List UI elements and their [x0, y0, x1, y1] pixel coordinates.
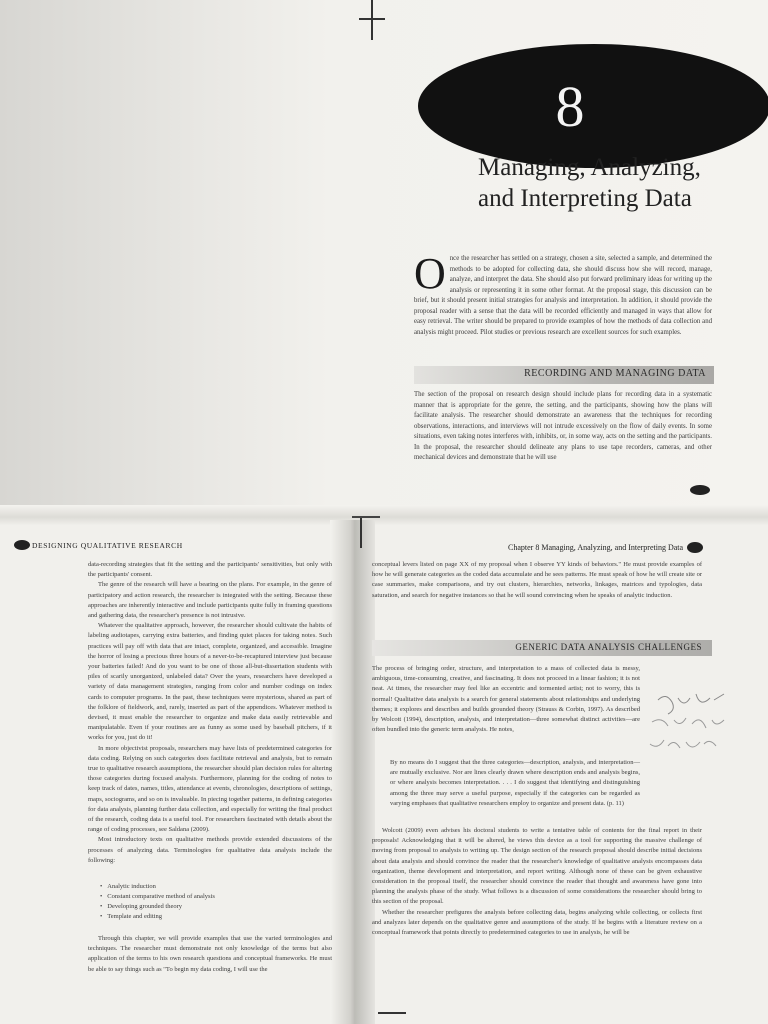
list-item: • Template and editing: [100, 912, 300, 922]
section-paragraph: The section of the proposal on research design should include plans for recording data in a systematic manner that is appropriate for the genre, the setting, and the participants, showing how the plans will facilitate analysis. The researcher should demonstrate an awareness that the techniques for recording observations, interactions, and interviews will not intrude excessively on the flow of daily events. In some situations, even taking notes interferes with, inhibits, or, in some way, acts on the setting and the participants. In the proposal, the researcher should delineate any plans to use tape recorders, cameras, and other mechanical devices and demonstrate that he will use: [414, 391, 712, 461]
scan-crop-mark: [371, 0, 373, 40]
paragraph: data-recording strategies that fit the setting and the participants' sensitivities, but only with the participants' consent.: [88, 561, 332, 579]
gutter-shadow: [330, 520, 375, 1024]
chapter-title: [478, 152, 728, 214]
section-heading: GENERIC DATA ANALYSIS CHALLENGES: [515, 642, 702, 652]
right-page-top-paragraph: conceptual levers listed on page XX of my proposal when I observe YY kinds of behaviors." He must provide examples of how he will generate categories as the coded data accumulate and he sees patterns. He must speak of how he will create site or case summaries, make comparisons, and try out clusters, hierarchies, networks, linkages, matrices and typologies, data saturation, and search for negative instances so that he will sound convincing when he speaks of analytic induction.: [372, 561, 702, 599]
running-header-left: [32, 541, 183, 550]
paragraph: The genre of the research will have a bearing on the plans. For example, in the genre of participatory and action research, the researcher is integrated with the setting. Because these approaches are inherently interactive and include participants quite fully in framing questions and gathering data, the researcher's presence is not intrusive.: [88, 581, 332, 620]
page-number-badge: [690, 485, 710, 495]
block-quote: By no means do I suggest that the three categories—description, analysis, and interpretation—are mutually exclusive. Nor are lines clearly drawn where description ends and analysis begins, or where analysis becomes interpretation. . . . I do suggest that identifying and distinguishing among the three may serve a useful purpose, especially if the categories can be regarded as varying emphases that qualitative researchers employ to organize and present data. (p. 11): [390, 759, 640, 807]
scan-crop-mark: [360, 518, 362, 548]
intro-paragraph: [414, 249, 712, 338]
section-paragraph: The process of bringing order, structure, and interpretation to a mass of collected data is messy, ambiguous, time-consuming, creative, and fascinating. It does not proceed in a linear fashion; it is not neat. At times, the researcher may feel like an eccentric and tormented artist; not to worry, this is normal! Qualitative data analysis is a search for general statements about relationships and underlying themes; it explores and describes and builds grounded theory (Strauss & Corbin, 1997). As described by Wolcott (1994), description, analysis, and interpretation—three somewhat distinct activities—are often bundled into the generic term analysis. He notes,: [372, 665, 640, 734]
paragraph: Most introductory texts on qualitative methods provide extended discussions of the processes of analyzing data. Terminologies for qualitative data analysis include the following:: [88, 836, 332, 864]
running-header-right: Chapter 8 Managing, Analyzing, and Interpreting Data: [508, 543, 684, 552]
chapter-number: 8: [555, 74, 585, 139]
section-heading-band: [372, 640, 712, 656]
list-item: • Developing grounded theory: [100, 902, 300, 912]
section-heading-band: [414, 366, 714, 384]
paragraph: Through this chapter, we will provide examples that use the varied terminologies and techniques. The researcher must demonstrate not only knowledge of the terms but also application of the terms to his own research questions and conceptual frameworks. He must be able to say things such as "To begin my data coding, I will use the: [88, 935, 332, 973]
right-page-body: [372, 826, 702, 938]
page-fold-shadow: [0, 505, 768, 525]
running-header-text: DESIGNING QUALITATIVE RESEARCH: [32, 541, 183, 550]
handwritten-margin-note: [648, 680, 738, 790]
section-heading: RECORDING AND MANAGING DATA: [524, 368, 706, 379]
chapter-title-line1: Managing, Analyzing,: [478, 154, 701, 181]
list-item: • Constant comparative method of analysis: [100, 892, 300, 902]
drop-cap: O: [414, 249, 446, 298]
page-number-badge: [687, 542, 703, 553]
paragraph: Whether the researcher prefigures the analysis before collecting data, begins analyzing while collecting, or collects first and analyzes later depends on the qualitative genre and assumptions of the study. If he begins with a literature review on a conceptual framework that points directly to predetermined categories to use in analysis, he will be: [372, 908, 702, 937]
scan-crop-mark: [378, 1012, 406, 1014]
chapter-title-line2: and Interpreting Data: [478, 185, 692, 212]
paragraph: Whatever the qualitative approach, however, the researcher should cultivate the habits of labeling audiotapes, carrying extra batteries, and finding quiet places for taking notes. Such practices will pay off with data that are intact, complete, organized, and accessible. Imagine the horror of losing a precious three hours of a never-to-be-recaptured interview just because your batteries failed! And do you want to be one of those all-but-dissertation students with piles of scarily unorganized, unlabeled data? Over the years, researchers have developed a variety of data management strategies, ranging from color and number codings on index cards to computer programs. In the past, these techniques were mysterious, shared as part of the folklore of fieldwork, and, rarely, inserted as part of the appendices. Whatever method is devised, it must enable the researcher to organize and make data easily retrievable and manipulatable. Even if your routines are as funny as some used by baseball pitchers, if it works for you, just do it!: [88, 622, 332, 742]
list-item: • Analytic induction: [100, 882, 300, 892]
paragraph: Wolcott (2009) even advises his doctoral students to write a tentative table of contents for the final report in their proposals! Acknowledging that it will be altered, he views this device as a tool for supporting the massive challenge of moving from proposal to analysis to writing up. The design section of the research proposal should describe initial decisions about data analysis and should convince the reader that the researcher's knowledge of qualitative analysis encompasses data organization, theme development and interpretation, and report writing. Although none of these can be given exhaustive consideration in the proposal itself, the researcher should convince the reader that thought and awareness have gone into planning the analysis phase of the study. What follows is a discussion of some considerations the researcher should bring to this section of the proposal.: [372, 827, 702, 906]
page-number-badge: [14, 540, 30, 550]
left-page-closing: [88, 934, 332, 975]
paragraph: In more objectivist proposals, researchers may have lists of predetermined categories for data coding. Relying on such categories does facilitate retrieval and analysis, but to remain true to qualitative research assumptions, the researcher should plan decision rules for altering those categories during focused analysis. Furthermore, planning for the coding of notes to keep track of dates, names, titles, attendance at events, chronologies, descriptions of settings, maps, sociograms, and so on is invaluable. In piecing together patterns, in defining categories for data analysis, planning further data collection, and especially for writing the final product of the research, coding data is a useful tool. For researchers fascinated with details about the range of coding processes, see Saldana (2009).: [88, 744, 332, 834]
intro-text: nce the researcher has settled on a strategy, chosen a site, selected a sample, and determined the methods to be adopted for collecting data, she should discuss how she will record, manage, analyze, and interpret the data. She should also put forward preliminary ideas for writing up the analysis or representing it in some other format. At the proposal stage, this discussion can be brief, but it should present initial strategies for analysis and interpretation. In addition, it should provide the proposal reader with a sense that the data will be recorded efficiently and managed in ways that allow for easy retrieval. The writer should be prepared to provide examples of how the methods of data collection and analysis might proceed. Pilot studies or previous research are excellent sources for such examples.: [414, 255, 712, 336]
left-page-body: [88, 560, 332, 866]
bullet-list: [100, 882, 300, 922]
